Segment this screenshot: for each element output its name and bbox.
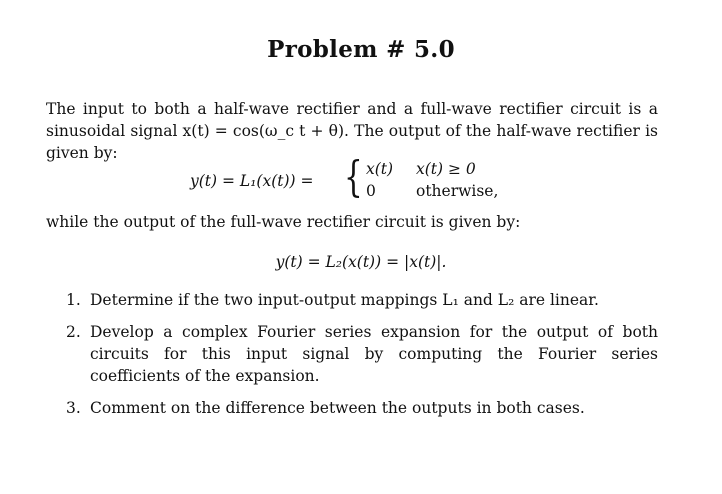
item-number: 3. — [66, 399, 81, 417]
case2-condition: otherwise, — [416, 182, 499, 200]
intro-paragraph: The input to both a half-wave rectifier and a full-wave rectifier circuit is a sinusoidal signal x(t) = cos(ω_c t + θ). The output of the half-wave rectifier is given by: — [46, 100, 658, 162]
problem-title: Problem # 5.0 — [267, 36, 455, 63]
half-wave-equation — [190, 152, 530, 204]
item-number: 1. — [66, 291, 81, 309]
middle-paragraph: while the output of the full-wave rectifier circuit is given by: — [46, 213, 521, 231]
item-text: Determine if the two input-output mappings L₁ and L₂ are linear. — [90, 291, 599, 309]
list-item — [66, 397, 658, 419]
question-list — [66, 289, 658, 429]
list-item — [66, 321, 658, 387]
list-item — [66, 289, 658, 311]
item-text: Develop a complex Fourier series expansion for the output of both circuits for this input signal by computing the Fourier series coefficients of the expansion. — [90, 323, 658, 385]
item-number: 2. — [66, 323, 81, 341]
left-brace-symbol: { — [344, 152, 363, 201]
equation-lhs: y(t) = L₁(x(t)) = — [190, 172, 314, 190]
item-text: Comment on the difference between the outputs in both cases. — [90, 399, 585, 417]
case1-value: x(t) — [366, 160, 394, 178]
full-wave-equation: y(t) = L₂(x(t)) = |x(t)|. — [275, 253, 447, 271]
case2-value: 0 — [366, 182, 376, 200]
case1-condition: x(t) ≥ 0 — [416, 160, 476, 178]
